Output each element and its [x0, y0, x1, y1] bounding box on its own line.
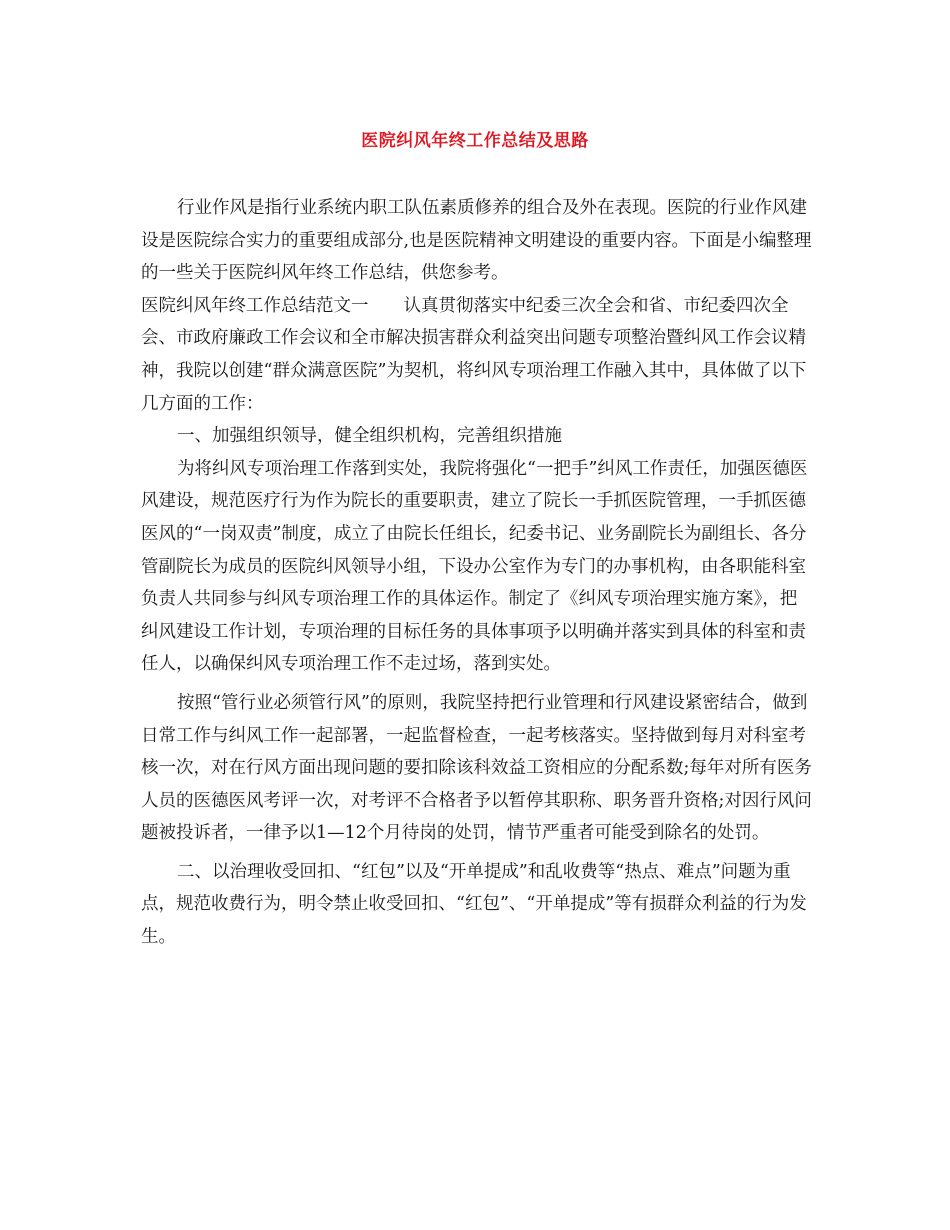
paragraph-principle: 按照“管行业必须管行风”的原则，我院坚持把行业管理和行风建设紧密结合，做到日常工作与纠风工作一起部署，一起监督检查，一起考核落实。坚持做到每月对科室考核一次，对在行风方面出现问题的要扣除该科效益工资相应的分配系数;每年对所有医务人员的医德医风考评一次，对考评不合格者予以暂停其职称、职务晋升资格;对因行风问题被投诉者，一律予以1—12个月待岗的处罚，情节严重者可能受到除名的处罚。	[141, 692, 812, 844]
section-heading-2: 二、以治理收受回扣、“红包”以及“开单提成”和乱收费等“热点、难点”问题为重点，规范收费行为，明令禁止收受回扣、“红包”、“开单提成”等有损群众利益的行为发生。	[141, 861, 807, 948]
document-body	[141, 192, 813, 954]
paragraph-sample-heading: 医院纠风年终工作总结范文一 认真贯彻落实中纪委三次全会和省、市纪委四次全会、市政府廉政工作会议和全市解决损害群众利益突出问题专项整治暨纠风工作会议精神，我院以创建“群众满意医院”为契机，将纠风专项治理工作融入其中，具体做了以下几方面的工作：	[141, 295, 807, 414]
section-heading-1: 一、加强组织领导，健全组织机构，完善组织措施	[177, 426, 562, 447]
paragraph-organization: 为将纠风专项治理工作落到实处，我院将强化“一把手”纠风工作责任，加强医德医风建设，规范医疗行为作为院长的重要职责，建立了院长一手抓医院管理，一手抓医德医风的“一岗双责”制度，成立了由院长任组长，纪委书记、业务副院长为副组长、各分管副院长为成员的医院纠风领导小组，下设办公室作为专门的办事机构，由各职能科室负责人共同参与纠风专项治理工作的具体运作。制定了《纠风专项治理实施方案》，把纠风建设工作计划，专项治理的目标任务的具体事项予以明确并落实到具体的科室和责任人，以确保纠风专项治理工作不走过场，落到实处。	[141, 458, 808, 675]
document-title: 医院纠风年终工作总结及思路	[361, 131, 589, 151]
paragraph-intro: 行业作风是指行业系统内职工队伍素质修养的组合及外在表现。医院的行业作风建设是医院综合实力的重要组成部分,也是医院精神文明建设的重要内容。下面是小编整理的一些关于医院纠风年终工作总结，供您参考。	[141, 198, 812, 284]
